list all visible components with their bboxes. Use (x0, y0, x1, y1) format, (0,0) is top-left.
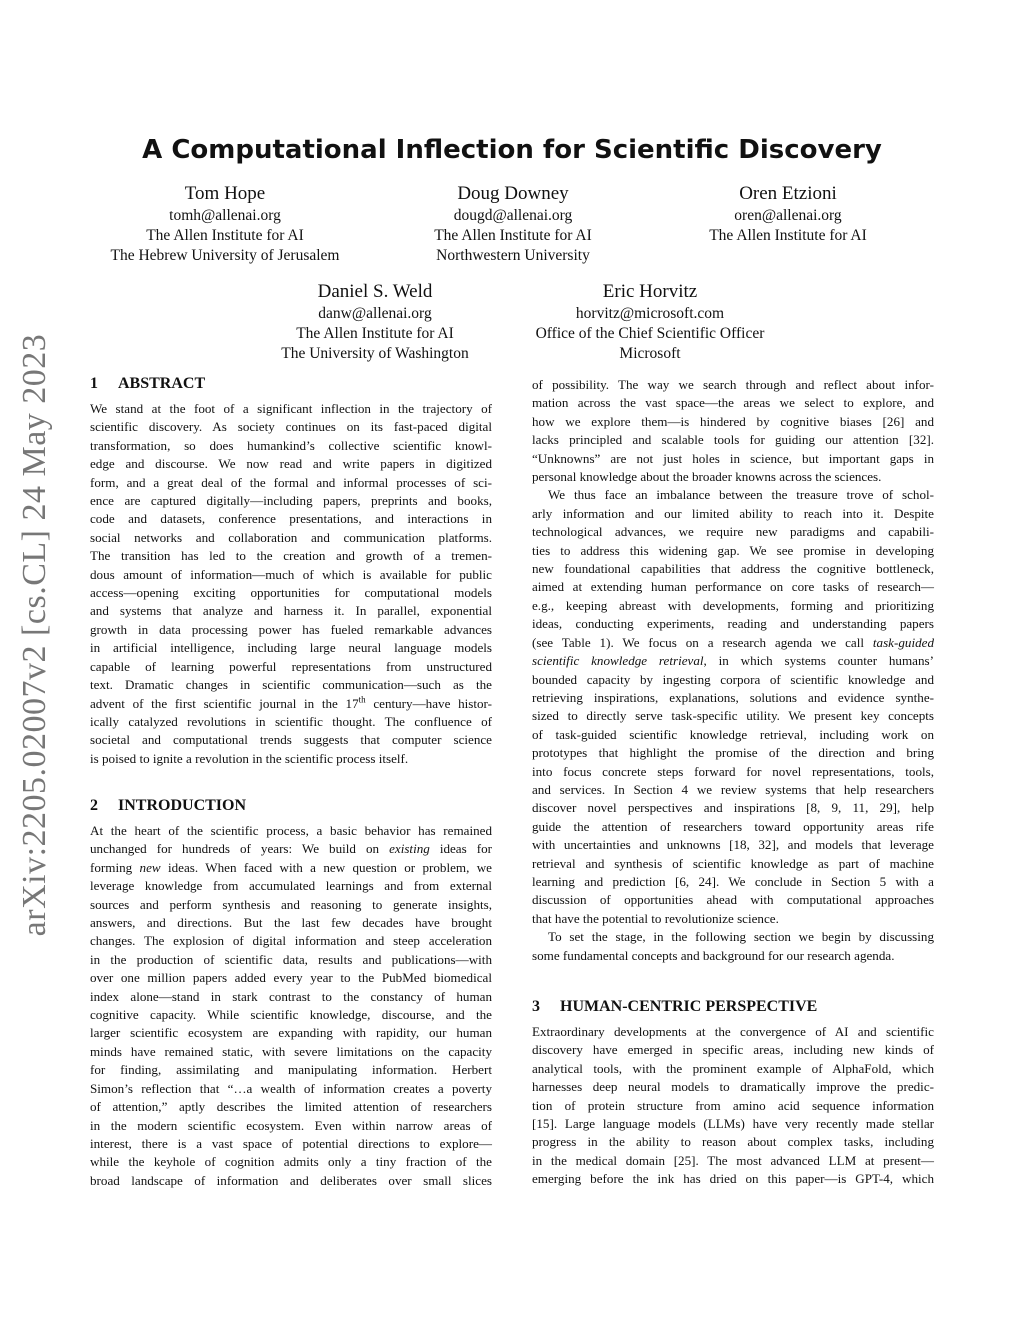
text-line: while the keyhole of cognition admits only a tiny fraction of the (90, 1154, 492, 1170)
text-line: in the production of scientific data, results and publications—with (90, 951, 492, 967)
text-line: Extraordinary developments at the convergence of AI and scientific (532, 1024, 934, 1039)
text-line: aimed at extending human performance on core tasks of research— (532, 579, 934, 595)
text-line: “Unknowns” are not just holes in science, but important gaps in (532, 450, 934, 466)
author-email: horvitz@microsoft.com (575, 305, 725, 322)
section-title: ABSTRACT (118, 375, 206, 392)
text-line: ence are captured digitally—including papers, preprints and books, (90, 493, 492, 509)
text-fragment: ideas. When faced with a new question or problem, we (160, 859, 492, 875)
author-name: Oren Etzioni (739, 183, 837, 204)
human-centric-body (532, 1023, 934, 1189)
text-line (90, 695, 492, 713)
author-affiliation: The Allen Institute for AI (434, 227, 592, 244)
text-line: progress in the ability to reason about complex tasks, including (532, 1134, 934, 1150)
text-line: in the modern scientific ecosystem. Even within narrow areas of (90, 1117, 492, 1133)
section-number: 1 (90, 375, 98, 392)
author-affiliation: The University of Washington (281, 345, 469, 362)
section-heading (532, 998, 817, 1016)
text-line (90, 840, 492, 858)
text-line: larger scientific ecosystem are expanding with rapidity, our human (90, 1025, 492, 1041)
text-line: minds have remained static, with severe limitations on the capacity (90, 1043, 492, 1059)
section-title: INTRODUCTION (118, 797, 247, 814)
text-fragment: unchanged for hundreds of years: We build on (90, 841, 390, 857)
text-line: some fundamental concepts and background for our research agenda. (532, 947, 895, 963)
text-line: of possibility. The way we search through and reflect about infor- (532, 377, 934, 392)
section-number: 2 (90, 797, 98, 814)
text-line: code and datasets, conference presentations, and interactions in (90, 511, 492, 527)
text-line: technological advances, we require new paradigms and capabili- (532, 524, 934, 540)
text-line: index alone—stand in stark contrast to the constancy of human (90, 988, 492, 1004)
text-line: in the medical domain [25]. The most advanced LLM at present— (532, 1152, 934, 1168)
text-fragment: (see Table 1). We focus on a research agenda we call (532, 634, 873, 650)
text-line: scientific discovery. As society continues on its fast-paced digital (90, 419, 492, 435)
text-line: To set the stage, in the following section we begin by discussing (548, 929, 934, 945)
text-line (532, 634, 934, 652)
text-line: sized to directly serve task-specific utility. We present key concepts (532, 708, 934, 724)
emphasis: new (139, 859, 161, 875)
right-column-body (532, 376, 934, 965)
text-line: leverage knowledge from accumulated learnings and from external (90, 878, 492, 894)
section-heading (90, 797, 246, 815)
author-block (388, 182, 638, 266)
text-line: arly information and our limited ability to reach into it. Despite (532, 505, 934, 521)
text-line: with uncertainties and unknowns [18, 32], and models that leverage (532, 837, 934, 853)
author-block (663, 182, 913, 246)
emphasis: task-guided (872, 634, 934, 650)
text-line: lacks principled and scalable tools for guiding our attention [32]. (532, 432, 934, 448)
emphasis: existing (389, 841, 430, 857)
text-fragment: , in which systems counter humans’ (703, 653, 934, 669)
section-heading (90, 375, 205, 393)
text-line: ically catalyzed revolutions in scientific thought. The confluence of (90, 713, 492, 729)
text-line: analytical tools, with the prominent example of AlphaFold, which (532, 1060, 934, 1076)
text-fragment: advent of the first scientific journal in the 17 (90, 695, 359, 711)
text-line: of task-guided scientific knowledge retrieval, including work on (532, 726, 934, 742)
text-line: broad landscape of information and deliberates over small slices (90, 1172, 492, 1188)
author-block (100, 182, 350, 266)
author-affiliation: Office of the Chief Scientific Officer (535, 325, 765, 342)
emphasis: scientific knowledge retrieval (532, 653, 704, 669)
text-line: that have the potential to revolutionize science. (532, 910, 779, 926)
author-affiliation: The Hebrew University of Jerusalem (110, 247, 340, 264)
author-block (250, 280, 500, 364)
text-line: We stand at the foot of a significant inflection in the trajectory of (90, 401, 492, 416)
text-line: is poised to ignite a revolution in the scientific process itself. (90, 750, 409, 766)
text-line: guide the attention of researchers toward opportunity areas rife (532, 818, 934, 834)
text-line: answers, and directions. But the last few decades have brought (90, 915, 492, 931)
text-line (90, 859, 492, 877)
text-line: access—opening exciting opportunities for computational models (90, 585, 492, 601)
text-line: discover novel perspectives and inspirations [8, 9, 11, 29], help (532, 800, 934, 816)
text-line: over one million papers added every year to the PubMed biomedical (90, 970, 492, 986)
text-line: form, and a great deal of the formal and informal processes of sci- (90, 474, 492, 490)
author-name: Eric Horvitz (602, 281, 698, 302)
text-line: and systems that analyze and harness it. In parallel, exponential (90, 603, 492, 619)
text-line: cognitive capacity. While scientific knowledge, discourse, and the (90, 1007, 492, 1023)
text-line: learning and prediction [6, 24]. We conclude in Section 5 with a (532, 873, 934, 889)
superscript: th (358, 694, 366, 705)
section-title: HUMAN-CENTRIC PERSPECTIVE (560, 998, 818, 1015)
text-line: ideas, conducting experiments, reading and understanding papers (532, 616, 934, 632)
text-line: The transition has led to the creation and growth of a tremen- (90, 548, 492, 564)
author-affiliation: Microsoft (619, 345, 681, 362)
section-number: 3 (532, 998, 540, 1015)
text-line: of attention,” aptly describes the limited attention of researchers (90, 1099, 492, 1115)
text-line: growth in data processing power has fueled remarkable advances (90, 621, 492, 637)
text-line: edge and discourse. We now read and write papers in digitized (90, 456, 492, 472)
text-line: Simon’s reflection that “…a wealth of information creates a poverty (90, 1080, 492, 1096)
text-line: social networks and collaboration and communication platforms. (90, 529, 492, 545)
text-fragment: forming (90, 859, 140, 875)
text-line (532, 652, 934, 670)
author-email: dougd@allenai.org (453, 207, 573, 224)
author-affiliation: Northwestern University (436, 247, 590, 264)
author-affiliation: The Allen Institute for AI (146, 227, 304, 244)
text-line: emerging before the ink has dried on this paper—is GPT-4, which (532, 1171, 934, 1187)
author-name: Daniel S. Weld (317, 281, 433, 302)
text-line: in artificial intelligence, including large neural language models (90, 640, 492, 656)
text-line: retrieval and synthesis of scientific knowledge as part of machine (532, 855, 934, 871)
text-line: for finding, assimilating and manipulating information. Herbert (90, 1062, 492, 1078)
text-line: capable of learning powerful representations from unstructured (90, 658, 492, 674)
text-line: harnesses deep neural models to dramatically improve the predic- (532, 1079, 934, 1095)
text-line: text. Dramatic changes in scientific communication—such as the (90, 677, 492, 693)
introduction-body (90, 822, 492, 1190)
text-line: retrieving inspirations, explanations, solutions and evidence synthe- (532, 689, 934, 705)
text-line: [15]. Large language models (LLMs) have very recently made stellar (532, 1116, 934, 1132)
text-line: transformation, so does humankind’s collective scientific knowl- (90, 437, 492, 453)
text-line: tion of protein structure from amino acid sequence information (532, 1097, 934, 1113)
text-line: prototypes that highlight the promise of the direction and bring (532, 745, 934, 761)
text-line: At the heart of the scientific process, a basic behavior has remained (90, 823, 492, 838)
text-line: new foundational capabilities that address the cognitive bottleneck, (532, 561, 934, 577)
author-email: tomh@allenai.org (169, 207, 281, 224)
text-line: interest, there is a vast space of potential directions to explore— (90, 1135, 492, 1151)
text-line: personal knowledge about the broader knowns across the sciences. (532, 469, 882, 485)
text-line: and services. In Section 4 we review systems that help researchers (532, 781, 934, 797)
text-line: ties to address this widening gap. We see promise in developing (532, 542, 934, 558)
author-affiliation: The Allen Institute for AI (296, 325, 454, 342)
author-affiliation: The Allen Institute for AI (709, 227, 867, 244)
text-fragment: century—have histor- (365, 695, 492, 711)
text-fragment: ideas for (429, 841, 492, 857)
author-block (500, 280, 800, 364)
text-line: bounded capacity by ingesting corpora of scientific knowledge and (532, 671, 934, 687)
abstract-body (90, 400, 492, 768)
text-line: sources and perform synthesis and reasoning to generate insights, (90, 896, 492, 912)
text-line: changes. The explosion of digital information and steep acceleration (90, 933, 492, 949)
author-name: Doug Downey (457, 183, 569, 204)
author-email: oren@allenai.org (734, 207, 842, 224)
text-line: into focus concrete steps forward for novel representations, tools, (532, 763, 934, 779)
text-line: how we explore them—is hindered by cognitive biases [26] and (532, 413, 934, 429)
text-line: mation across the vast space—the areas we select to explore, and (532, 395, 934, 411)
author-email: danw@allenai.org (318, 305, 432, 322)
text-line: dous amount of information—much of which is available for public (90, 566, 492, 582)
text-line: We thus face an imbalance between the treasure trove of schol- (548, 487, 934, 503)
author-name: Tom Hope (184, 183, 266, 204)
text-line: discussion of opportunities ahead with computational approaches (532, 892, 934, 908)
text-line: societal and computational trends suggests that computer science (90, 732, 492, 748)
text-line: e.g., keeping abreast with developments, forming and prioritizing (532, 597, 934, 613)
text-line: discovery have emerged in specific areas, including new kinds of (532, 1042, 934, 1058)
paper-title: A Computational Inflection for Scientific Discovery (142, 135, 882, 165)
arxiv-identifier: arXiv:2205.02007v2 [cs.CL] 24 May 2023 (16, 333, 53, 937)
